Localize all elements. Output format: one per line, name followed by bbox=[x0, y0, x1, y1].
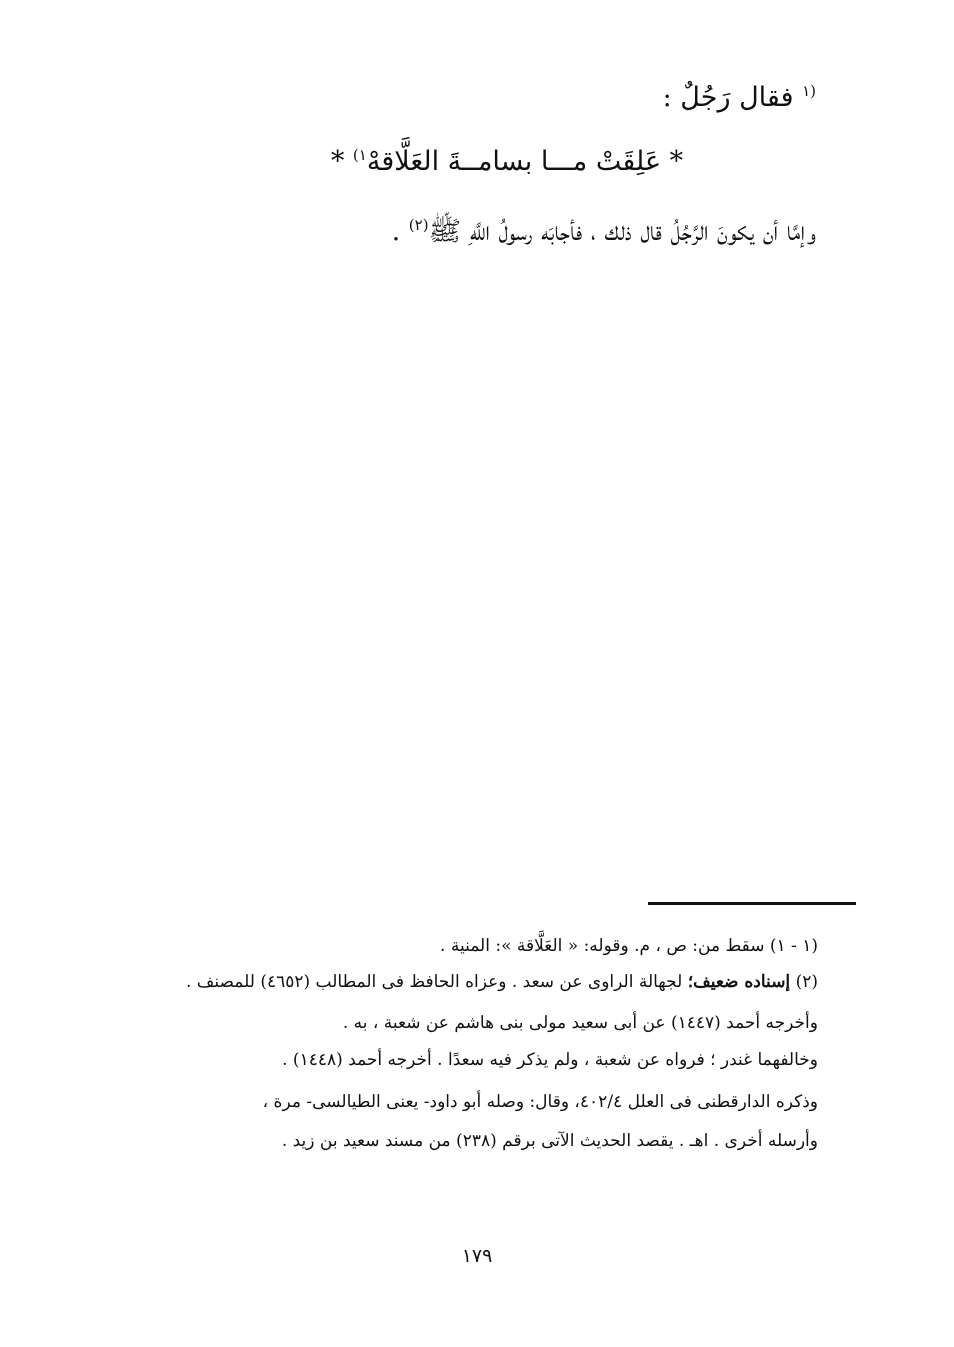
narration-line bbox=[392, 212, 816, 252]
verse-star-open: * bbox=[669, 146, 684, 177]
footnote-text: وأخرجه أحمد (١٤٤٧) عن أبى سعيد مولى بنى هاشم عن شعبة ، به . bbox=[342, 1013, 818, 1033]
footnote-number: (١ - ١) bbox=[769, 936, 818, 956]
footnote-2 bbox=[186, 970, 818, 994]
footnote-grading: إسناده ضعيف؛ bbox=[687, 972, 791, 992]
verse-line bbox=[0, 142, 954, 182]
footnote-marker: (٢) bbox=[408, 216, 429, 234]
footnote-2-line-2 bbox=[343, 1011, 818, 1035]
narration-text: وإمَّا أن يكونَ الرَّجُلُ قال ذلك ، فأجابَه رسولُ اللَّهِ ﷺ bbox=[428, 216, 816, 247]
footnote-number: (٢) bbox=[795, 972, 818, 992]
footnote-1 bbox=[440, 934, 818, 958]
footnote-2-line-5 bbox=[282, 1129, 818, 1153]
narration-end: . bbox=[391, 216, 409, 247]
footnote-marker: (١ bbox=[802, 82, 816, 100]
verse-intro-text: فقال رَجُلٌ : bbox=[662, 82, 794, 113]
footnote-text: وأرسله أخرى . اهـ . يقصد الحديث الآتى برقم (٢٣٨) من مسند سعيد بن زيد . bbox=[281, 1131, 818, 1151]
footnote-text: سقط من: ص ، م. وقوله: « العَلَّاقة »: المنية . bbox=[440, 936, 765, 956]
footnote-2-line-4 bbox=[263, 1090, 818, 1114]
verse-star-close: * bbox=[330, 146, 345, 177]
footnote-text: لجهالة الراوى عن سعد . وعزاه الحافظ فى المطالب (٤٦٥٢) للمصنف . bbox=[186, 972, 683, 992]
footnote-2-line-3 bbox=[282, 1048, 818, 1072]
footnote-marker: ١) bbox=[352, 146, 367, 164]
verse-text: عَلِقَتْ مـــا بسامــةَ العَلَّاقهْ bbox=[366, 146, 662, 177]
footnote-text: وذكره الدارقطنى فى العلل ٤٠٢/٤، وقال: وصله أبو داود- يعنى الطيالسى- مرة ، bbox=[262, 1092, 818, 1112]
footnote-divider bbox=[648, 902, 856, 905]
verse-intro-line bbox=[663, 78, 816, 118]
footnote-text: وخالفهما غندر ؛ فرواه عن شعبة ، ولم يذكر فيه سعدًا . أخرجه أحمد (١٤٤٨) . bbox=[282, 1050, 818, 1070]
page-number: ١٧٩ bbox=[461, 1245, 493, 1267]
